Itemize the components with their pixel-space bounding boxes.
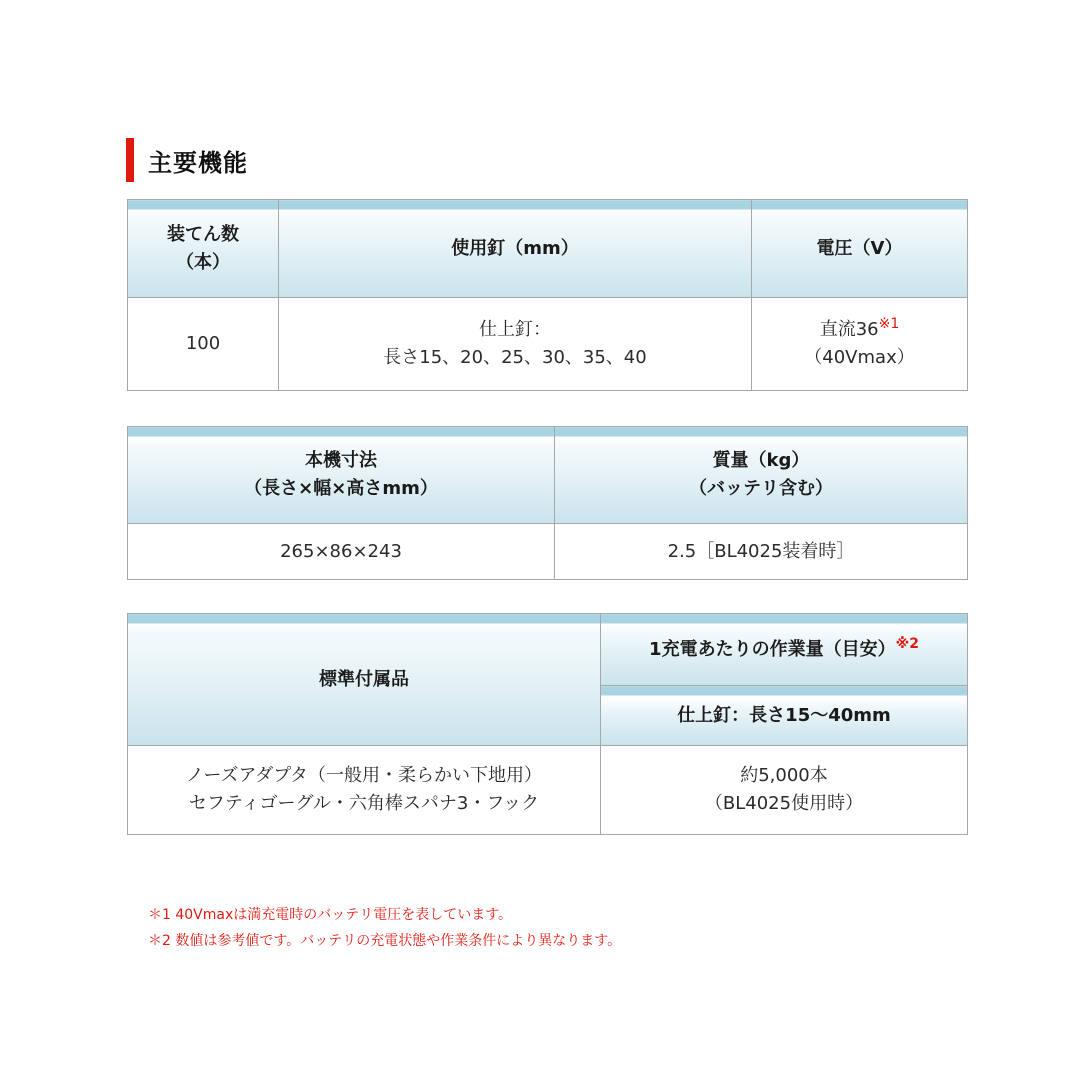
header-voltage: 電圧（V） (752, 200, 968, 298)
section-title (126, 138, 248, 182)
footnote-2: ＊2 数値は参考値です。バッテリの充電状態や作業条件により異なります。 (148, 933, 622, 949)
note-marker-2: ※2 (895, 635, 919, 652)
cell-capacity: 100 (128, 298, 279, 391)
title-accent-bar (126, 138, 134, 182)
header-nail: 使用釘（mm） (279, 200, 752, 298)
header-dimensions: 本機寸法 （長さ×幅×高さmm） (128, 427, 555, 524)
spec-table-size (127, 426, 968, 580)
cell-weight: 2.5［BL4025装着時］ (555, 524, 968, 580)
section-title-text: 主要機能 (148, 148, 248, 177)
footnote-1: ＊1 40Vmaxは満充電時のバッテリ電圧を表しています。 (148, 907, 513, 923)
cell-voltage: 直流36$^{※1}$ （40Vmax） (752, 298, 968, 391)
header-accessories: 標準付属品 (128, 614, 601, 746)
cell-accessories: ノーズアダプタ（一般用・柔らかい下地用） セフティゴーグル・六角棒スパナ3・フック (128, 746, 601, 835)
cell-dimensions: 265×86×243 (128, 524, 555, 580)
header-workload: 1充電あたりの作業量（目安）$^{※2}$ (601, 614, 968, 686)
spec-table-main (127, 199, 968, 391)
cell-nail: 仕上釘： 長さ15、20、25、30、35、40 (279, 298, 752, 391)
spec-table-accessories (127, 613, 968, 835)
cell-workload: 約5,000本 （BL4025使用時） (601, 746, 968, 835)
header-capacity: 装てん数 （本） (128, 200, 279, 298)
note-marker-1: ※1 (878, 316, 900, 333)
footnotes (148, 902, 621, 954)
header-weight: 質量（kg） （バッテリ含む） (555, 427, 968, 524)
header-workload-sub: 仕上釘：長さ15～40mm (601, 686, 968, 746)
